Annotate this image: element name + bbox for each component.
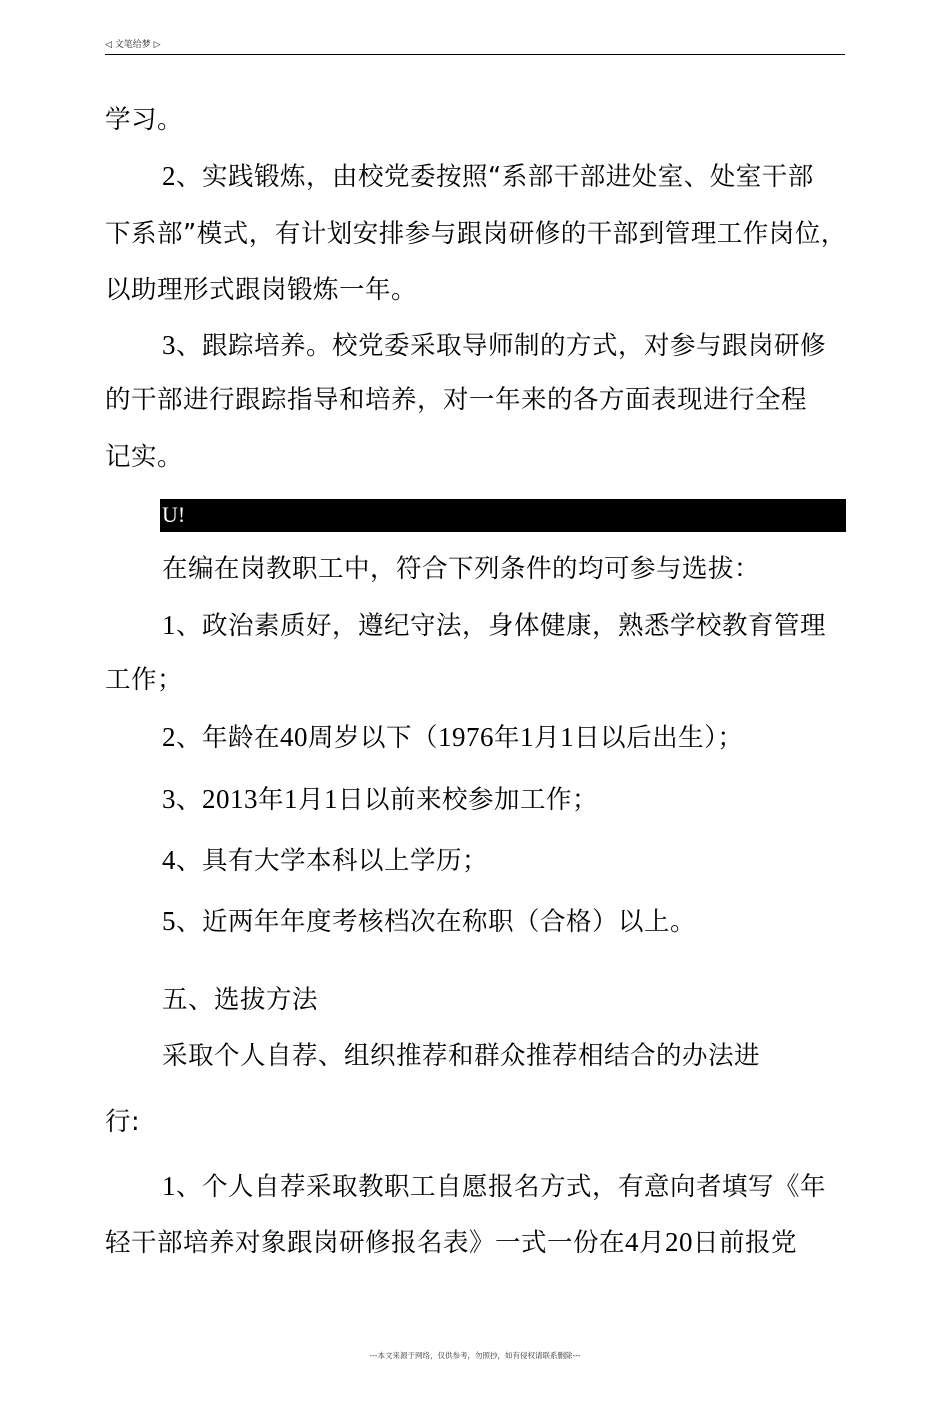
- number-value: 1: [520, 722, 535, 752]
- list-number: 1: [162, 610, 176, 640]
- list-item: [162, 907, 696, 936]
- paragraph-line: [105, 1228, 797, 1257]
- list-number: 3: [162, 784, 176, 814]
- list-item: [162, 723, 743, 752]
- list-item-text: 周岁以下（: [308, 723, 439, 753]
- paragraph-line: 行:: [105, 1107, 141, 1137]
- paragraph-text: 轻干部培养对象跟岗研修报名表》一式一份在: [105, 1228, 626, 1258]
- number-value: 40: [280, 722, 309, 752]
- list-number: 1: [162, 1171, 176, 1201]
- list-item: [162, 785, 598, 814]
- list-item-text: 、具有大学本科以上学历；: [176, 846, 489, 876]
- paragraph-line: 下系部”模式，有计划安排参与跟岗研修的干部到管理工作岗位，: [105, 219, 847, 249]
- list-number: 5: [162, 906, 176, 936]
- number-value: 1: [324, 784, 339, 814]
- list-item-text: 、近两年年度考核档次在称职（合格）以上。: [176, 907, 697, 937]
- list-item: [162, 846, 488, 875]
- paragraph-text: 、跟踪培养。校党委采取导师制的方式，对参与跟岗研修: [176, 331, 827, 361]
- number-value: 4: [625, 1227, 640, 1257]
- paragraph-line: 采取个人自荐、组织推荐和群众推荐相结合的办法进: [162, 1041, 761, 1071]
- paragraph-line: 以助理形式跟岗锻炼一年。: [105, 275, 418, 305]
- list-item: [162, 1172, 826, 1201]
- number-value: 20: [665, 1227, 694, 1257]
- paragraph-line: 的干部进行跟踪指导和培养，对一年来的各方面表现进行全程: [105, 385, 808, 415]
- list-item-text: 月: [534, 723, 561, 753]
- paragraph-text: 、实践锻炼，由校党委按照“系部干部进处室、处室干部: [176, 162, 814, 192]
- number-value: 1976: [438, 722, 495, 752]
- list-item-text: 日以后出生）；: [574, 723, 744, 753]
- list-item-text: 、个人自荐采取教职工自愿报名方式，有意向者填写《年: [176, 1172, 827, 1202]
- list-number: 2: [162, 722, 176, 752]
- list-number: 4: [162, 845, 176, 875]
- list-item-text: 年: [494, 723, 521, 753]
- paragraph-text: 日前报党: [693, 1228, 798, 1258]
- list-item-text: 、: [176, 785, 203, 815]
- paragraph-line: 工作；: [105, 665, 184, 695]
- paragraph-line: [162, 162, 814, 191]
- header-divider: [105, 54, 845, 55]
- paragraph-line: 学习。: [105, 105, 184, 135]
- list-item-text: 日以前来校参加工作；: [338, 785, 599, 815]
- section-heading: 五、选拔方法: [162, 985, 319, 1015]
- number-value: 1: [284, 784, 299, 814]
- list-item-text: 、政治素质好，遵纪守法，身体健康，熟悉学校教育管理: [176, 611, 827, 641]
- list-number: 3: [162, 330, 176, 360]
- list-number: 2: [162, 161, 176, 191]
- page-header: ◁ 文笔给梦 ▷: [105, 40, 161, 50]
- paragraph-text: 月: [639, 1228, 666, 1258]
- number-value: 2013: [202, 784, 259, 814]
- list-item-text: 、年龄在: [176, 723, 281, 753]
- list-item-text: 年: [258, 785, 285, 815]
- paragraph-line: [162, 331, 826, 360]
- paragraph-line: 记实。: [105, 442, 184, 472]
- paragraph-line: 在编在岗教职工中，符合下列条件的均可参与选拔：: [162, 554, 761, 584]
- page-footer: ---本文来源于网络，仅供参考，勿照抄，如有侵权请联系删除---: [369, 1351, 581, 1360]
- number-value: 1: [560, 722, 575, 752]
- list-item-text: 月: [298, 785, 325, 815]
- list-item: [162, 611, 826, 640]
- section-heading-text: U!: [162, 502, 186, 527]
- section-heading-bar: [160, 499, 846, 532]
